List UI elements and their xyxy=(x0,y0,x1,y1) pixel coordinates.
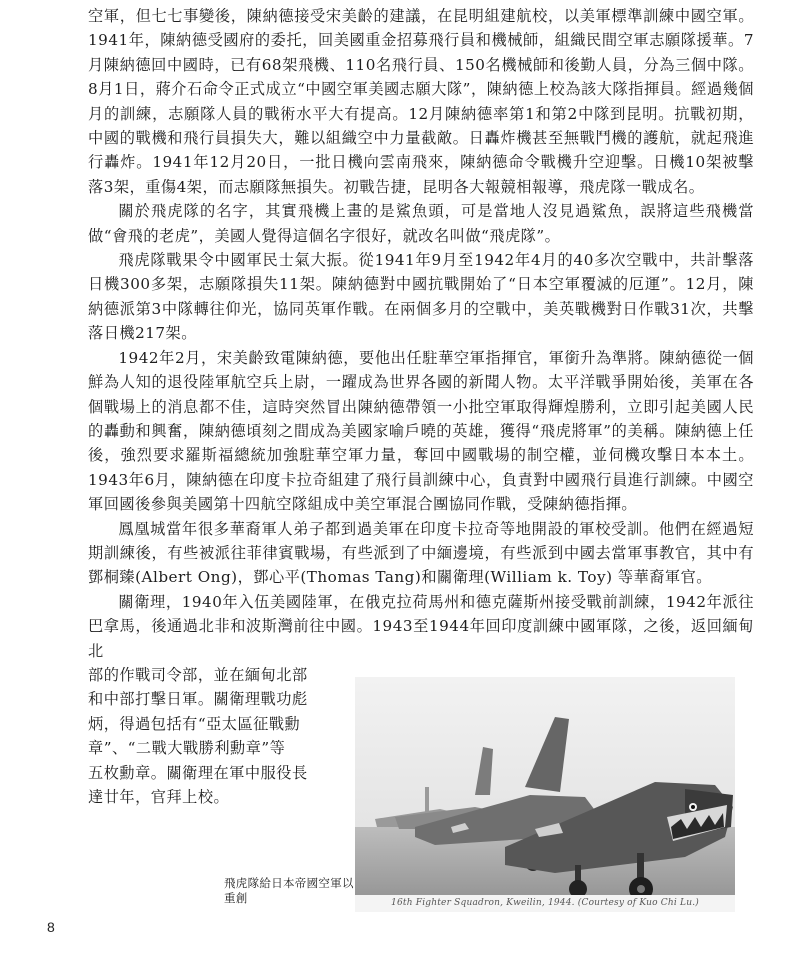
paragraph-1: 空軍，但七七事變後，陳納德接受宋美齡的建議，在昆明組建航校，以美軍標準訓練中國空軍。1941年，陳納德受國府的委托，回美國重金招募飛行員和機械師，組織民間空軍志願隊援華。7月陳納德回中國時，已有68架飛機、110名飛行員、150名機械師和後勤人員，分為三個中隊。8月1日，蔣介石命令正式成立“中國空軍美國志願大隊”，陳納德上校為該大隊指揮員。經過幾個月的訓練，志願隊人員的戰術水平大有提高。12月陳納德率第1和第2中隊到昆明。抗戰初期，中國的戰機和飛行員損失大，難以組織空中力量截敵。日轟炸機甚至無戰鬥機的護航，就起飛進行轟炸。1941年12月20日，一批日機向雲南飛來，陳納德命令戰機升空迎擊。日機10架被擊落3架，重傷4架，而志願隊無損失。初戰告捷，昆明各大報競相報導，飛虎隊一戰成名。 xyxy=(88,7,754,196)
photo-frame xyxy=(355,677,735,912)
paragraph-2: 關於飛虎隊的名字，其實飛機上畫的是鯊魚頭，可是當地人沒見過鯊魚，誤將這些飛機當做“會飛的老虎”，美國人覺得這個名字很好，就改名叫做“飛虎隊”。 xyxy=(88,202,754,245)
paragraph-5: 鳳凰城當年很多華裔軍人弟子都到過美軍在印度卡拉奇等地開設的軍校受訓。他們在經過短期訓練後，有些被派往菲律賓戰場，有些派到了中緬邊境，有些派到中國去當軍事教官，其中有鄧桐臻(Albert Ong)，鄧心平(Thomas Tang)和關衛理(William k. Toy) 等華裔軍官。 xyxy=(88,519,754,587)
paragraph-6-intro: 關衛理，1940年入伍美國陸軍，在俄克拉荷馬州和德克薩斯州接受戰前訓練，1942年派往巴拿馬，後通過北非和波斯灣前往中國。1943至1944年回印度訓練中國軍隊，之後，返回緬甸北 xyxy=(88,592,754,660)
paragraph-6-wrap-1: 部的作戰司令部，並在緬甸北部 xyxy=(88,665,308,684)
photo-image xyxy=(355,677,735,912)
flying-tigers-photo xyxy=(355,677,735,912)
paragraph-6-wrap-6: 達廿年，官拜上校。 xyxy=(88,788,230,806)
photo-credit: 16th Fighter Squadron, Kweilin, 1944. (Courtesy of Kuo Chi Lu.) xyxy=(355,895,735,912)
paragraph-6-wrap-5: 五枚勳章。關衛理在軍中服役長 xyxy=(88,763,308,782)
paragraph-6-wrap-3: 炳，得過包括有“亞太區征戰勳 xyxy=(88,714,301,733)
paragraph-4: 1942年2月，宋美齡致電陳納德，要他出任駐華空軍指揮官，軍銜升為準將。陳納德從一個鮮為人知的退役陸軍航空兵上尉，一躍成為世界各國的新聞人物。太平洋戰爭開始後，美軍在各個戰場上的消息都不佳，這時突然冒出陳納德帶領一小批空軍取得輝煌勝利，立即引起美國人民的轟動和興奮，陳納德頃刻之間成為美國家喻戶曉的英雄，獲得“飛虎將軍”的美稱。陳納德上任後，強烈要求羅斯福總統加強駐華空軍力量，奪回中國戰場的制空權，並伺機攻擊日本本土。1943年6月，陳納德在印度卡拉奇組建了飛行員訓練中心，負責對中國飛行員進行訓練。中國空軍回國後參與美國第十四航空隊組成中美空軍混合團協同作戰，受陳納德指揮。 xyxy=(88,348,754,514)
paragraph-3: 飛虎隊戰果令中國軍民士氣大振。從1941年9月至1942年4月的40多次空戰中，共計擊落日機300多架，志願隊損失11架。陳納德對中國抗戰開始了“日本空軍覆滅的厄運”。12月，陳納德派第3中隊轉往仰光，協同英軍作戰。在兩個多月的空戰中，美英戰機對日作戰31次，共擊落日機217架。 xyxy=(88,251,754,343)
page-number: 8 xyxy=(47,919,55,935)
figure-caption: 飛虎隊給日本帝國空軍以重創 xyxy=(224,876,354,905)
paragraph-6-wrap-4: 章”、“二戰大戰勝利勳章”等 xyxy=(88,739,286,758)
paragraph-6-wrap-2: 和中部打擊日軍。關衛理戰功彪 xyxy=(88,690,308,709)
